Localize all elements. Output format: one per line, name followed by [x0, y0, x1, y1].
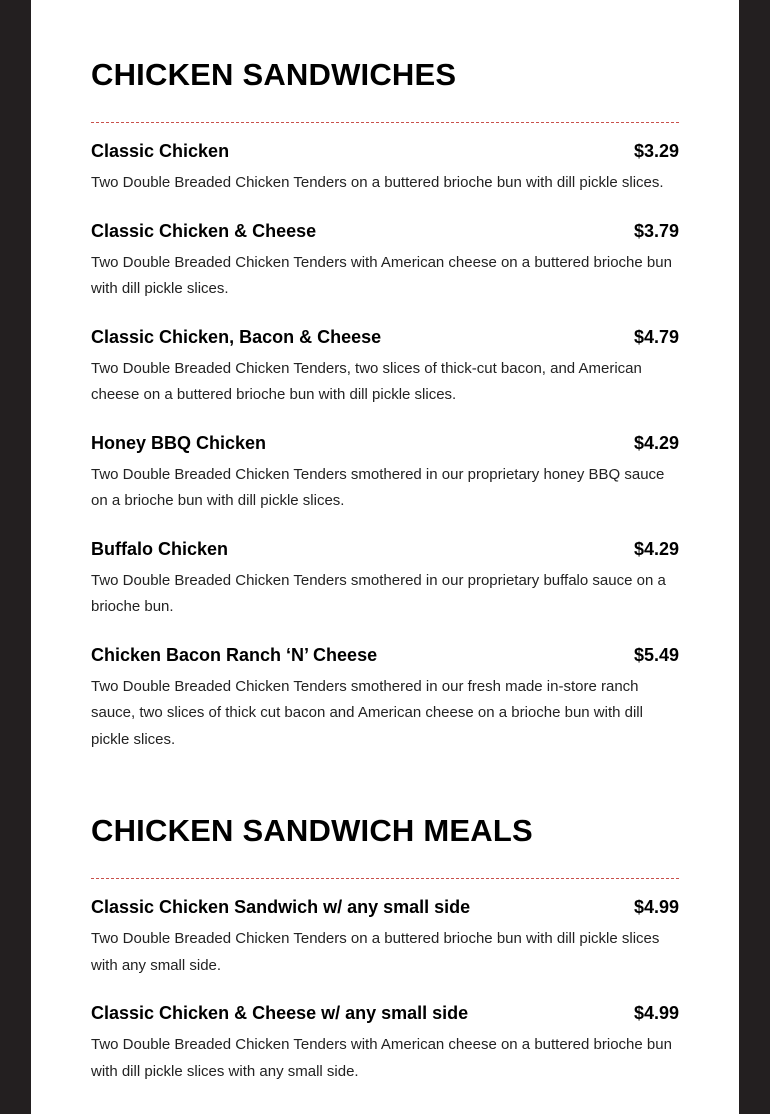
item-price: $4.79: [633, 326, 679, 347]
item-description: Two Double Breaded Chicken Tenders on a buttered brioche bun with dill pickle slices with any small side.: [91, 930, 660, 974]
item-price: $3.29: [633, 141, 679, 161]
menu-item: [91, 539, 679, 621]
item-name: Classic Chicken Sandwich w/ any small side: [91, 897, 471, 917]
item-price: $4.99: [633, 1003, 679, 1023]
item-description: Two Double Breaded Chicken Tenders with American cheese on a buttered brioche bun with dill pickle slices.: [91, 253, 672, 297]
menu-item: [91, 1003, 679, 1085]
section-divider: [91, 878, 679, 879]
menu-item: [91, 327, 679, 409]
item-price: $3.79: [633, 220, 679, 241]
item-name: Classic Chicken, Bacon & Cheese: [91, 326, 382, 347]
cut-off-item-name-bar: [91, 1109, 96, 1114]
menu-content: [91, 0, 679, 1114]
menu-page: [31, 0, 739, 1114]
item-name: Buffalo Chicken: [91, 538, 229, 559]
menu-item-list: [91, 141, 679, 753]
section-title: CHICKEN SANDWICHES: [91, 57, 457, 92]
item-price: $4.29: [633, 538, 679, 559]
item-price: $4.29: [633, 432, 679, 453]
item-name: Chicken Bacon Ranch ‘N’ Cheese: [91, 644, 378, 665]
item-price: $5.49: [633, 644, 679, 665]
item-name: Classic Chicken & Cheese: [91, 220, 317, 241]
item-description: Two Double Breaded Chicken Tenders, two slices of thick-cut bacon, and American cheese on a buttered brioche bun with dill pickle slices.: [91, 359, 642, 403]
menu-item: [91, 141, 679, 197]
item-price: $4.99: [633, 897, 679, 917]
item-description: Two Double Breaded Chicken Tenders with American cheese on a buttered brioche bun with dill pickle slices with any small side.: [91, 1036, 672, 1080]
menu-item-list: [91, 897, 679, 1114]
item-description: Two Double Breaded Chicken Tenders smothered in our proprietary honey BBQ sauce on a brioche bun with dill pickle slices.: [91, 465, 665, 509]
menu-item: [91, 897, 679, 979]
menu-item: [91, 433, 679, 515]
menu-item: [91, 221, 679, 303]
cut-off-menu-item: [91, 1109, 679, 1114]
item-name: Honey BBQ Chicken: [91, 432, 267, 453]
item-description: Two Double Breaded Chicken Tenders smothered in our fresh made in-store ranch sauce, two slices of thick cut bacon and American cheese on a brioche bun with dill pickle slices.: [91, 677, 643, 748]
item-description: Two Double Breaded Chicken Tenders smothered in our proprietary buffalo sauce on a brioche bun.: [91, 571, 666, 615]
section-divider: [91, 122, 679, 123]
item-description: Two Double Breaded Chicken Tenders on a buttered brioche bun with dill pickle slices.: [91, 174, 664, 191]
item-name: Classic Chicken & Cheese w/ any small side: [91, 1003, 469, 1023]
item-name: Classic Chicken: [91, 141, 230, 161]
menu-item: [91, 645, 679, 754]
section-title: CHICKEN SANDWICH MEALS: [91, 813, 533, 848]
